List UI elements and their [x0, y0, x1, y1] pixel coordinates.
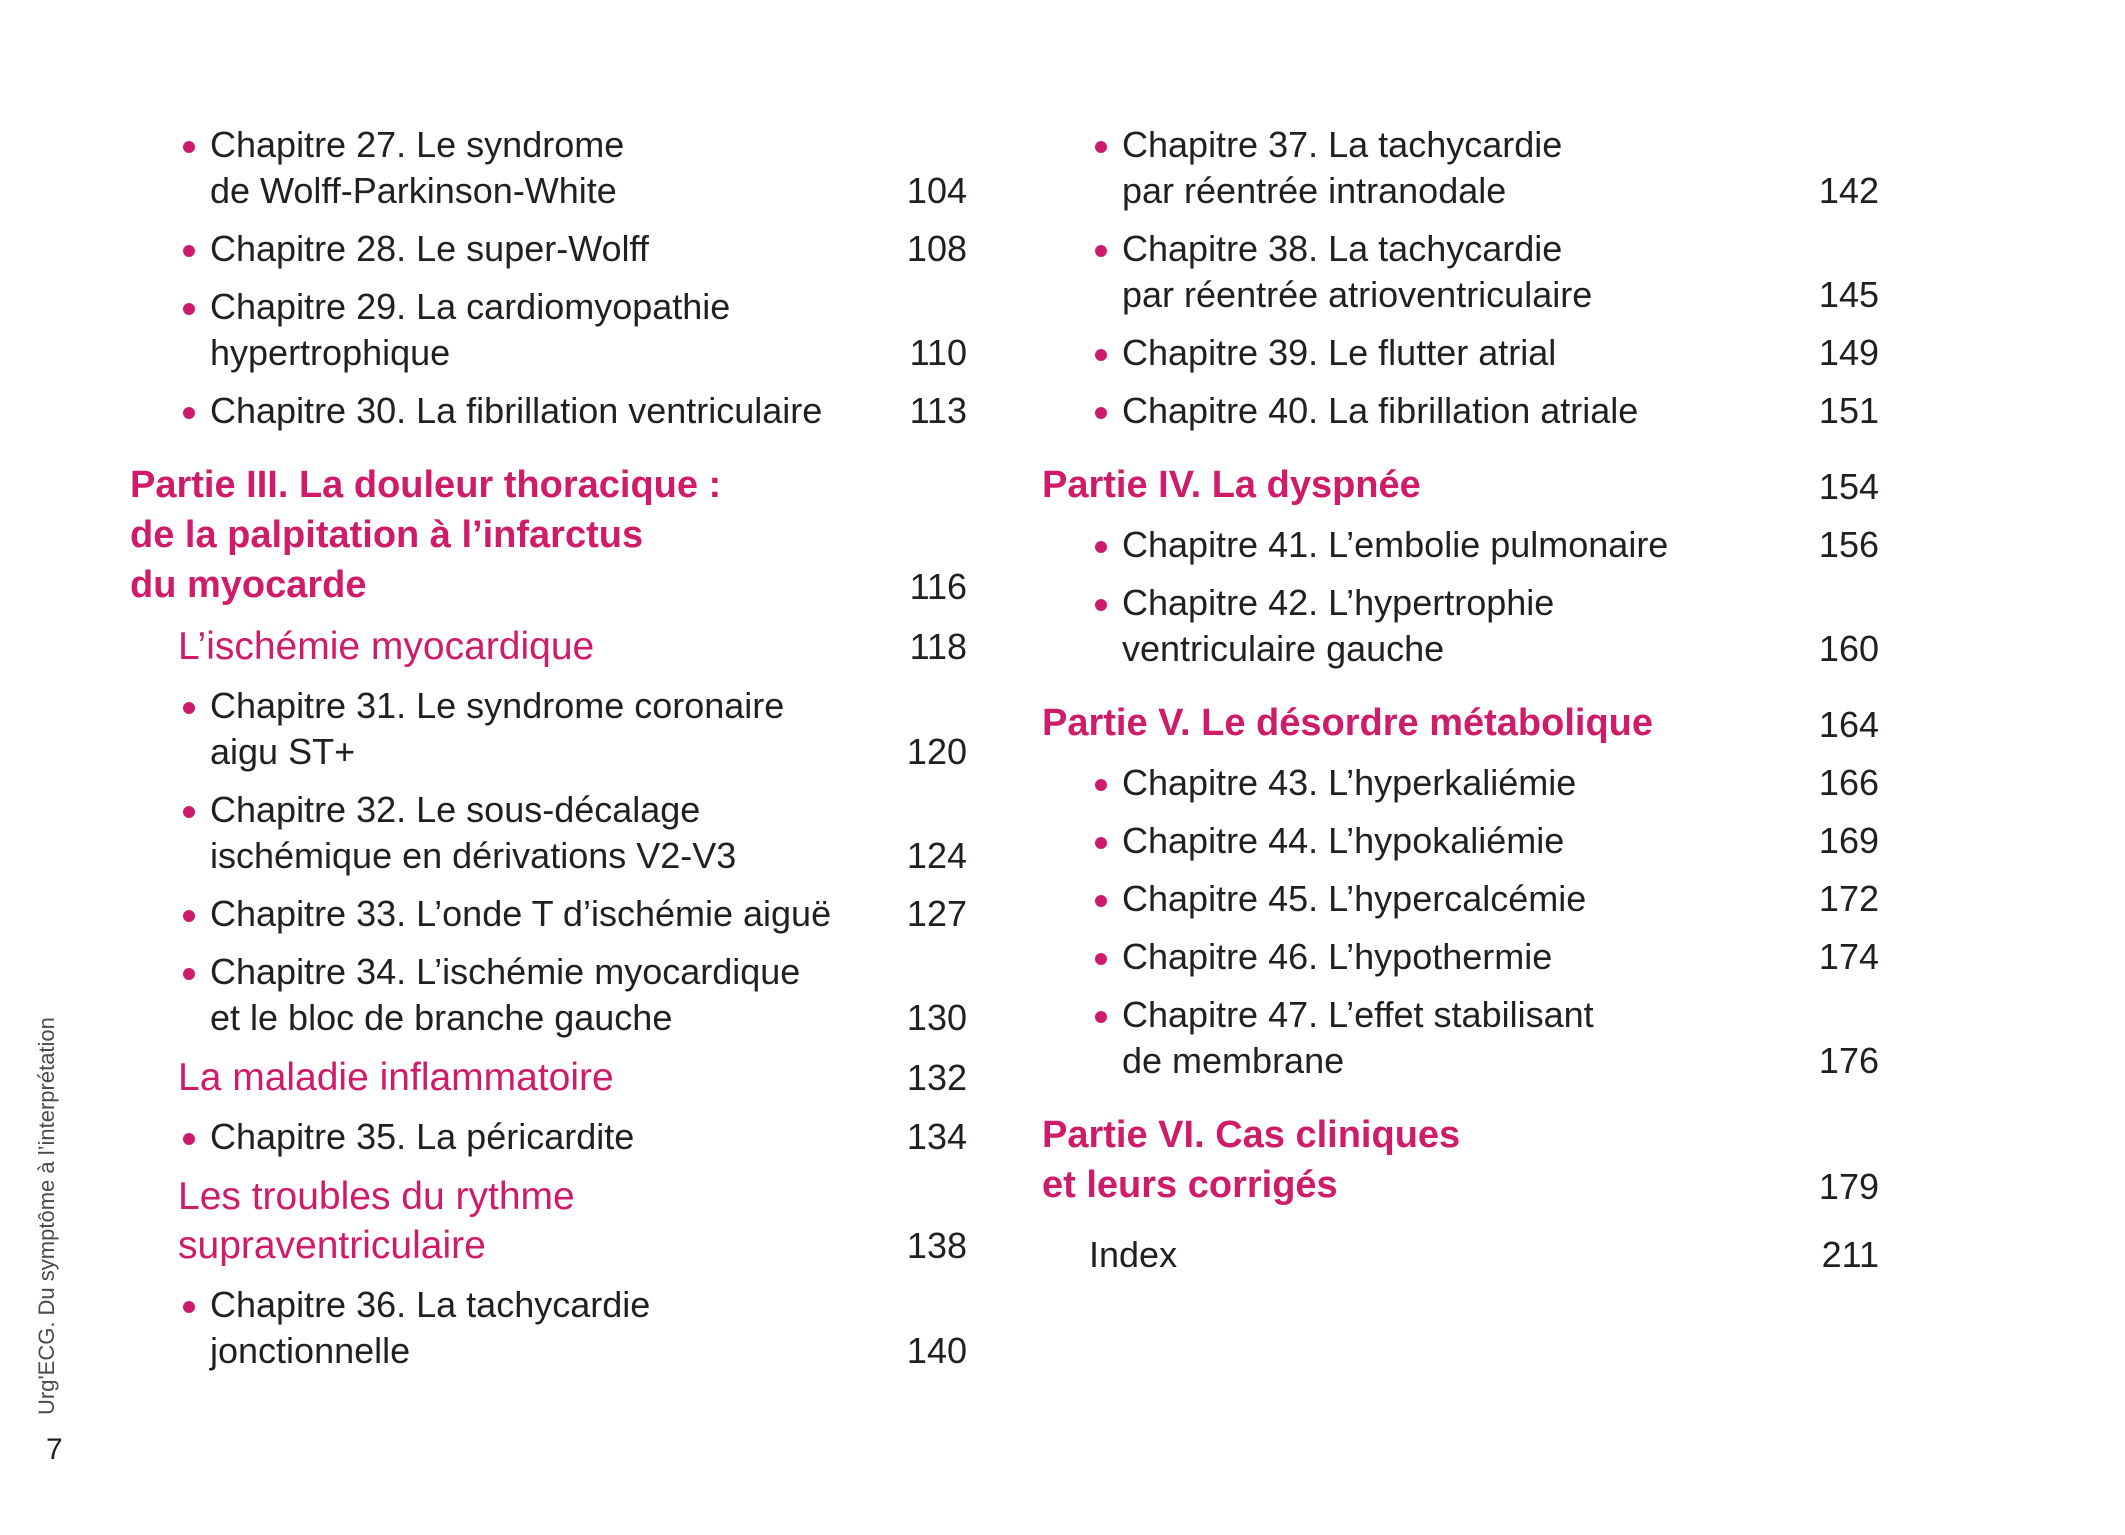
toc-entry-page-number: 160 [1818, 628, 1879, 669]
toc-entry-title-line: par réentrée intranodale [1122, 170, 1507, 211]
toc-entry-title-line: Chapitre 27. Le syndrome [210, 124, 625, 165]
toc-entry-title [1122, 522, 1769, 568]
toc-entry-title-line: La maladie inflammatoire [178, 1056, 614, 1099]
toc-entry-page-number: 132 [906, 1057, 967, 1098]
toc-entry-title-line: Chapitre 40. La fibrillation atriale [1122, 390, 1639, 431]
toc-entry-title-line: aigu ST+ [210, 731, 356, 772]
toc-entry-title-line: jonctionnelle [210, 1330, 411, 1371]
toc-entry-page-number: 130 [906, 997, 967, 1038]
bullet-icon [1095, 245, 1107, 257]
toc-chapter-entry [1042, 934, 1879, 980]
toc-chapter-entry [130, 284, 967, 376]
toc-entry-title-line: Partie III. La douleur thoracique : [130, 464, 722, 506]
toc-index-entry [1042, 1232, 1879, 1278]
toc-entry-title [1122, 876, 1769, 922]
toc-entry-title-line: Chapitre 28. Le super-Wolff [210, 228, 649, 269]
toc-entry-title [1089, 1232, 1769, 1278]
toc-chapter-entry [130, 949, 967, 1041]
toc-entry-title-line: et leurs corrigés [1042, 1164, 1338, 1206]
toc-entry-title-line: Chapitre 37. La tachycardie [1122, 124, 1563, 165]
toc-entry-title [1122, 330, 1769, 376]
toc-entry-page-number: 140 [906, 1330, 967, 1371]
toc-entry-page-number: 154 [1818, 466, 1879, 507]
toc-entry-page-number: 156 [1818, 524, 1879, 565]
toc-entry-page-number: 169 [1818, 820, 1879, 861]
bullet-icon [1095, 837, 1107, 849]
toc-part-entry [130, 460, 967, 610]
toc-entry-page-number: 151 [1818, 390, 1879, 431]
toc-entry-title-line: Chapitre 45. L’hypercalcémie [1122, 878, 1587, 919]
toc-entry-title [1122, 388, 1769, 434]
toc-entry-title-line: Chapitre 41. L’embolie pulmonaire [1122, 524, 1669, 565]
toc-entry-title [1122, 818, 1769, 864]
toc-entry-title [1122, 580, 1769, 672]
toc-entry-title [1042, 698, 1769, 748]
bullet-icon [183, 407, 195, 419]
toc-chapter-entry [130, 388, 967, 434]
toc-entry-page-number: 116 [909, 566, 967, 607]
toc-entry-title-line: de Wolff-Parkinson-White [210, 170, 617, 211]
toc-entry-title [210, 284, 857, 376]
toc-entry-title-line: et le bloc de branche gauche [210, 997, 673, 1038]
toc-entry-title [130, 460, 857, 610]
toc-entry-page-number: 134 [906, 1116, 967, 1157]
toc-entry-page-number: 211 [1821, 1234, 1879, 1275]
toc-entry-title-line: de membrane [1122, 1040, 1345, 1081]
toc-entry-title [1122, 992, 1769, 1084]
bullet-icon [183, 806, 195, 818]
toc-chapter-entry [130, 226, 967, 272]
bullet-icon [1095, 141, 1107, 153]
toc-entry-title-line: Chapitre 43. L’hyperkaliémie [1122, 762, 1577, 803]
toc-entry-title-line: Index [1089, 1234, 1178, 1275]
toc-entry-title-line: ventriculaire gauche [1122, 628, 1445, 669]
toc-entry-page-number: 149 [1818, 332, 1879, 373]
toc-entry-title [210, 891, 857, 937]
toc-entry-title-line: Chapitre 44. L’hypokaliémie [1122, 820, 1565, 861]
toc-entry-title-line: ischémique en dérivations V2-V3 [210, 835, 737, 876]
toc-chapter-entry [130, 891, 967, 937]
bullet-icon [183, 1301, 195, 1313]
toc-chapter-entry [1042, 876, 1879, 922]
toc-chapter-entry [1042, 388, 1879, 434]
toc-entry-page-number: 145 [1818, 274, 1879, 315]
toc-entry-title-line: Partie IV. La dyspnée [1042, 464, 1421, 506]
toc-entry-page-number: 127 [906, 893, 967, 934]
toc-entry-title [178, 622, 857, 671]
bullet-icon [1095, 599, 1107, 611]
toc-entry-title [1122, 122, 1769, 214]
toc-entry-page-number: 174 [1818, 936, 1879, 977]
running-head: Urg'ECG. Du symptôme à l’interprétation [34, 1017, 59, 1415]
toc-entry-title [1122, 934, 1769, 980]
toc-entry-title-line: Chapitre 30. La fibrillation ventriculaire [210, 390, 823, 431]
bullet-icon [1095, 541, 1107, 553]
toc-entry-title [210, 1282, 857, 1374]
toc-entry-title [210, 683, 857, 775]
toc-chapter-entry [1042, 226, 1879, 318]
page-number: 7 [46, 1433, 63, 1466]
toc-entry-title [1042, 1110, 1769, 1210]
toc-part-entry [1042, 460, 1879, 510]
toc-entry-page-number: 142 [1818, 170, 1879, 211]
bullet-icon [1095, 895, 1107, 907]
toc-part-entry [1042, 1110, 1879, 1210]
toc-left-column [130, 110, 967, 1374]
toc-section-entry [130, 1053, 967, 1102]
toc-entry-page-number: 179 [1818, 1166, 1879, 1207]
bullet-icon [183, 245, 195, 257]
bullet-icon [183, 910, 195, 922]
bullet-icon [1095, 953, 1107, 965]
bullet-icon [183, 702, 195, 714]
toc-entry-title [210, 787, 857, 879]
toc-entry-page-number: 104 [906, 170, 967, 211]
toc-entry-page-number: 138 [906, 1225, 967, 1266]
bullet-icon [1095, 407, 1107, 419]
toc-chapter-entry [1042, 818, 1879, 864]
toc-entry-title [1122, 760, 1769, 806]
toc-entry-title-line: Chapitre 34. L’ischémie myocardique [210, 951, 801, 992]
toc-chapter-entry [1042, 992, 1879, 1084]
toc-entry-title-line: Chapitre 39. Le flutter atrial [1122, 332, 1557, 373]
toc-entry-title-line: Chapitre 38. La tachycardie [1122, 228, 1563, 269]
toc-entry-title [178, 1172, 857, 1270]
toc-entry-title-line: L’ischémie myocardique [178, 625, 595, 668]
toc-chapter-entry [1042, 760, 1879, 806]
toc-section-entry [130, 1172, 967, 1270]
toc-entry-title-line: du myocarde [130, 564, 367, 606]
toc-entry-page-number: 120 [906, 731, 967, 772]
toc-entry-title-line: Partie V. Le désordre métabolique [1042, 702, 1654, 744]
toc-entry-title [210, 1114, 857, 1160]
toc-entry-title [210, 226, 857, 272]
toc-entry-title [1042, 460, 1769, 510]
toc-chapter-entry [1042, 522, 1879, 568]
bullet-icon [183, 141, 195, 153]
toc-entry-page-number: 118 [909, 626, 967, 667]
toc-entry-title [210, 122, 857, 214]
toc-entry-title-line: supraventriculaire [178, 1224, 486, 1267]
toc-entry-page-number: 113 [909, 390, 967, 431]
bullet-icon [1095, 779, 1107, 791]
bullet-icon [183, 968, 195, 980]
toc-entry-title-line: par réentrée atrioventriculaire [1122, 274, 1593, 315]
toc-entry-title-line: Partie VI. Cas cliniques [1042, 1114, 1461, 1156]
toc-entry-title-line: Chapitre 35. La péricardite [210, 1116, 635, 1157]
toc-entry-page-number: 176 [1818, 1040, 1879, 1081]
toc-entry-title-line: Les troubles du rythme [178, 1175, 575, 1218]
toc-entry-title-line: Chapitre 29. La cardiomyopathie [210, 286, 731, 327]
toc-entry-title [210, 949, 857, 1041]
toc-entry-page-number: 164 [1818, 704, 1879, 745]
toc-section-entry [130, 622, 967, 671]
toc-chapter-entry [1042, 330, 1879, 376]
toc-chapter-entry [1042, 122, 1879, 214]
toc-entry-page-number: 166 [1818, 762, 1879, 803]
toc-entry-title-line: de la palpitation à l’infarctus [130, 514, 644, 556]
toc-entry-title-line: hypertrophique [210, 332, 451, 373]
toc-chapter-entry [1042, 580, 1879, 672]
toc-entry-title-line: Chapitre 33. L’onde T d’ischémie aiguë [210, 893, 832, 934]
toc-entry-title-line: Chapitre 36. La tachycardie [210, 1284, 651, 1325]
toc-right-column [1042, 110, 1879, 1278]
toc-entry-title-line: Chapitre 31. Le syndrome coronaire [210, 685, 785, 726]
toc-chapter-entry [130, 122, 967, 214]
toc-entry-title [1122, 226, 1769, 318]
toc-entry-title-line: Chapitre 42. L’hypertrophie [1122, 582, 1555, 623]
toc-entry-title-line: Chapitre 46. L’hypothermie [1122, 936, 1553, 977]
toc-chapter-entry [130, 787, 967, 879]
bullet-icon [183, 1133, 195, 1145]
toc-entry-page-number: 110 [909, 332, 967, 373]
toc-entry-page-number: 172 [1818, 878, 1879, 919]
toc-chapter-entry [130, 1282, 967, 1374]
bullet-icon [1095, 1011, 1107, 1023]
toc-chapter-entry [130, 1114, 967, 1160]
toc-entry-title [178, 1053, 857, 1102]
toc-entry-page-number: 108 [906, 228, 967, 269]
toc-entry-title [210, 388, 857, 434]
toc-entry-page-number: 124 [906, 835, 967, 876]
toc-entry-title-line: Chapitre 32. Le sous-décalage [210, 789, 701, 830]
toc-entry-title-line: Chapitre 47. L’effet stabilisant [1122, 994, 1594, 1035]
toc-part-entry [1042, 698, 1879, 748]
bullet-icon [183, 303, 195, 315]
toc-chapter-entry [130, 683, 967, 775]
bullet-icon [1095, 349, 1107, 361]
